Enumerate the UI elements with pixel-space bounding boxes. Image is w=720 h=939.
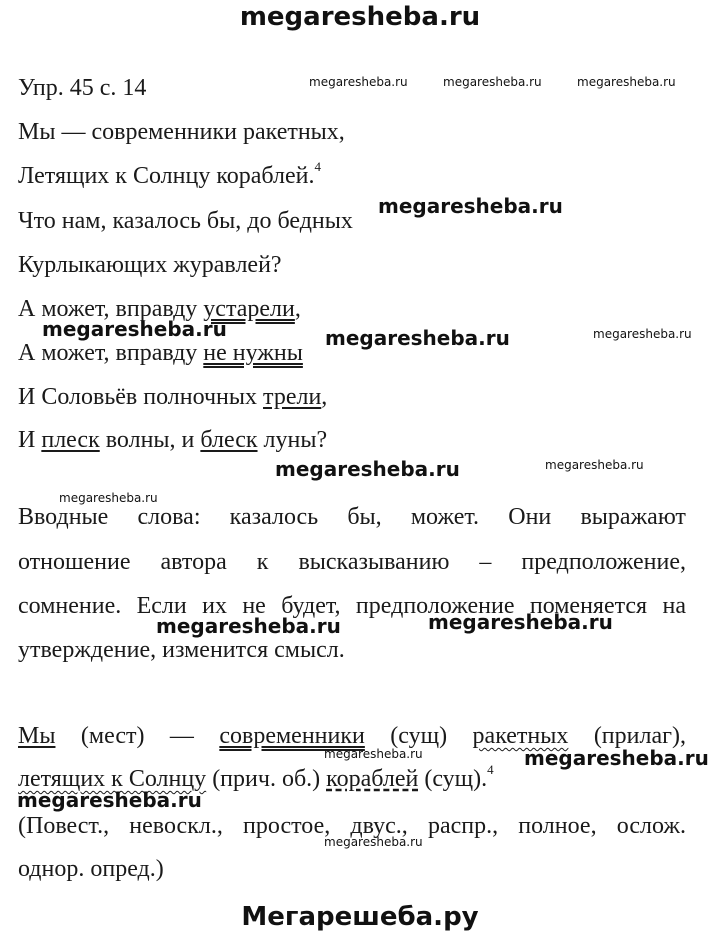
watermark: megaresheba.ru (593, 327, 692, 341)
word: высказыванию (298, 549, 450, 575)
watermark: megaresheba.ru (324, 835, 423, 849)
word: слова: (137, 504, 201, 530)
poem-line-5-tail: , (294, 296, 301, 322)
word: их (202, 593, 227, 619)
poem-line-1: Мы — современники ракетных, (18, 119, 345, 145)
word: к (256, 549, 269, 575)
exercise-title: Упр. 45 с. 14 (18, 75, 147, 101)
analysis-line-1 (18, 724, 686, 748)
word: предположение, (521, 549, 686, 575)
word: поменяется (529, 593, 648, 619)
watermark: megaresheba.ru (309, 75, 408, 89)
poem-line-8-tail: луны? (257, 427, 328, 453)
word: (Повест., (18, 813, 110, 839)
word: Вводные (18, 504, 109, 530)
attribute-underlined: ракетных (472, 723, 569, 749)
word: – (479, 549, 492, 575)
poem-line-8 (18, 428, 327, 452)
part-of-speech: (прилаг), (593, 723, 686, 749)
part-of-speech: (сущ) (390, 723, 448, 749)
poem-line-2 (18, 159, 321, 189)
sentence-type-mark: 4 (487, 762, 494, 777)
watermark: megaresheba.ru (59, 491, 158, 505)
poem-line-2-text: Летящих к Солнцу кораблей. (18, 163, 315, 189)
word: полное, (518, 813, 597, 839)
word: казалось (229, 504, 319, 530)
word: будет, (281, 593, 341, 619)
word: двус., (350, 813, 408, 839)
watermark: megaresheba.ru (17, 788, 202, 812)
word: Если (136, 593, 187, 619)
part-of-speech: (прич. об.) (206, 766, 327, 792)
word: выражают (580, 504, 686, 530)
explanation-line-2 (18, 550, 686, 574)
word: автора (160, 549, 227, 575)
word: на (662, 593, 686, 619)
subject-underlined: блеск (200, 427, 258, 453)
explanation-line-4: утверждение, изменится смысл. (18, 637, 345, 663)
predicate-underlined: устарели (203, 296, 295, 322)
watermark: megaresheba.ru (325, 326, 510, 350)
watermark: megaresheba.ru (524, 746, 709, 770)
explanation-line-1 (18, 505, 686, 529)
poem-line-3: Что нам, казалось бы, до бедных (18, 208, 353, 234)
word: простое, (243, 813, 331, 839)
watermark: megaresheba.ru (443, 75, 542, 89)
poem-line-4: Курлыкающих журавлей? (18, 252, 282, 278)
word: распр., (427, 813, 499, 839)
sentence-type-mark: 4 (314, 159, 321, 174)
watermark: megaresheba.ru (42, 317, 227, 341)
poem-line-5-lead: А может, вправду (18, 296, 204, 322)
watermark: megaresheba.ru (378, 194, 563, 218)
word: Они (508, 504, 552, 530)
subject-underlined: Мы (18, 723, 56, 749)
word: предположение (355, 593, 515, 619)
subject-underlined: плеск (41, 427, 100, 453)
watermark: megaresheba.ru (577, 75, 676, 89)
watermark: megaresheba.ru (156, 614, 341, 638)
watermark: megaresheba.ru (545, 458, 644, 472)
word: бы, (347, 504, 382, 530)
word: может. (410, 504, 480, 530)
predicate-underlined: современники (219, 723, 365, 749)
watermark: megaresheba.ru (428, 610, 613, 634)
word: невоскл., (129, 813, 223, 839)
predicate-underlined: не нужны (203, 340, 303, 366)
subject-underlined: трели (263, 384, 322, 410)
part-of-speech: (мест) (80, 723, 145, 749)
word: не (242, 593, 266, 619)
participial-phrase-underlined: летящих к Солнцу (18, 766, 207, 792)
dash: — (169, 723, 194, 749)
poem-line-6-lead: А может, вправду (18, 340, 204, 366)
poem-line-7 (18, 385, 327, 409)
watermark: megaresheba.ru (324, 747, 423, 761)
word: отношение (18, 549, 131, 575)
analysis-line-4: однор. опред.) (18, 856, 164, 882)
object-underlined: кораблей (326, 766, 419, 792)
poem-line-6 (18, 341, 303, 365)
part-of-speech: (сущ). (418, 766, 488, 792)
watermark: megaresheba.ru (275, 457, 460, 481)
word: сомнение. (18, 593, 122, 619)
site-header: megaresheba.ru (239, 2, 481, 32)
poem-line-7-lead: И Соловьёв полночных (18, 384, 264, 410)
poem-line-8-lead: И (18, 427, 42, 453)
poem-line-7-tail: , (321, 384, 328, 410)
poem-line-8-mid: волны, и (99, 427, 201, 453)
site-footer: Мегарешеба.ру (241, 902, 479, 932)
word: ослож. (616, 813, 686, 839)
